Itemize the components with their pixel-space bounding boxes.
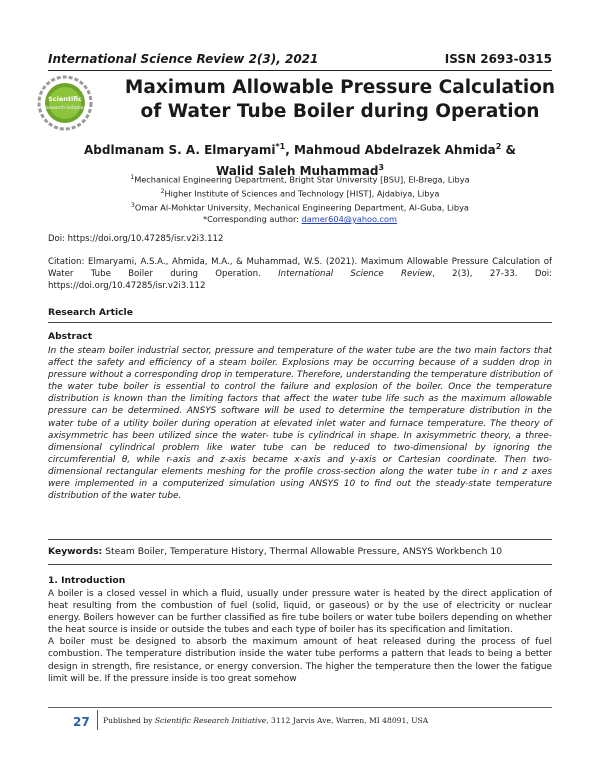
- corresponding-label: *Corresponding author:: [202, 214, 302, 225]
- corresponding-email-link[interactable]: damer604@yahoo.com: [301, 214, 398, 225]
- citation-text: Citation: Elmaryami, A.S.A., Ahmida, M.A., & Muhammad, W.S. (2021). Maximum Allowable Pressure Calculation of Water Tube Boiler during Operation.: [48, 257, 552, 279]
- author-2-sup: 2: [495, 142, 502, 151]
- affiliations: [60, 172, 540, 225]
- doi-line[interactable]: Doi: https://doi.org/10.47285/isr.v2i3.112: [48, 234, 224, 244]
- publisher-logo: [36, 74, 94, 132]
- divider-article-type: [48, 322, 552, 323]
- affiliation-1: [60, 172, 540, 186]
- paper-title: [120, 76, 560, 124]
- title-line-2: of Water Tube Boiler during Operation: [140, 101, 540, 122]
- author-separator: ,: [285, 143, 294, 157]
- affiliation-1-sup: 1: [130, 174, 135, 181]
- divider-keywords: [48, 564, 552, 565]
- abstract-text: In the steam boiler industrial sector, pressure and temperature of the water tube are the two main factors that affect the safety and efficiency of a steam boiler. Explosions may be occurring because of a sudden drop in pressure without a corresponding drop in temperature. Therefore, understanding the temperature distribution of the water tube boiler is essential to control the failure and explosion of the boiler. Once the temperature distribution is known than the limiting factors that affect the water tube life such as the maximum allowable pressure can be determined. ANSYS software will be used to determine the temperature distribution in the water tube of a utility boiler during operation at elevated inlet water and furnace temperature. The theory of axisymmetric has been utilized since the water- tube is cylindrical in shape. In axisymmetric theory, a three-dimensional cylindrical problem like water tube can be reduced to two-dimensional by ignoring the circumferential θ, while r-axis and z-axis became x-axis and y-axis or Cartesian coordinate. Then two-dimensional rectangular elements meshing for the profile cross-section along the water tube in r and z axes were implemented in a computerized simulation using ANSYS 10 to find out the steady-state temperature distribution of the water tube.: [48, 346, 552, 502]
- logo-text-line2: Research Initiative: [43, 106, 87, 111]
- affiliation-2-text: Higher Institute of Sciences and Technology [HIST], Ajdabiya, Libya: [164, 188, 440, 199]
- footer-rule: [48, 707, 552, 708]
- keywords: [48, 546, 502, 557]
- affiliation-3-text: Omar Al-Mohktar University, Mechanical Engineering Department, Al-Guba, Libya: [134, 202, 469, 213]
- journal-name: International Science Review 2(3), 2021: [48, 52, 319, 66]
- author-1-sup: *1: [275, 142, 286, 151]
- citation-tail: , 2(3), 27-33. Doi: https://doi.org/10.47285/isr.v2i3.112: [48, 269, 553, 291]
- corresponding-author: [60, 214, 540, 225]
- intro-paragraph-2: A boiler must be designed to absorb the maximum amount of heat released during the process of fuel combustion. The temperature distribution inside the water tube performs a pattern that leads to being a better design in strength, fire resistance, or energy conversion. The higher the temperature then the lower the fatigue limit will be. If the pressure inside is too great somehow: [48, 637, 552, 684]
- citation: [48, 256, 552, 292]
- author-ampersand: &: [501, 143, 517, 157]
- author-3-sup: 3: [378, 163, 384, 172]
- introduction-body: [48, 588, 552, 685]
- intro-paragraph-1: A boiler is a closed vessel in which a fluid, usually under pressure water is heated by the direct application of heat resulting from the combustion of fuel (solid, liquid, or gaseous) or by the use of electricity or nuclear energy. Boilers however can be further classified as fire tube boilers or water tube boilers depending on whether the heat source is inside or outside the tubes and each type of boiler has its specification and limitation.: [48, 589, 552, 636]
- divider-abstract: [48, 539, 552, 540]
- affiliation-3-sup: 3: [131, 202, 135, 210]
- publisher-name: Scientific Research Initiative: [154, 716, 267, 725]
- issn: ISSN 2693-0315: [444, 52, 552, 66]
- title-line-1: Maximum Allowable Pressure Calculation: [124, 77, 556, 98]
- citation-journal: International Science Review: [278, 269, 433, 279]
- page-number: 27: [73, 715, 90, 729]
- header-rule: [48, 70, 552, 71]
- affiliation-2-sup: 2: [160, 188, 165, 196]
- keywords-text: Steam Boiler, Temperature History, Thermal Allowable Pressure, ANSYS Workbench 10: [102, 546, 503, 557]
- introduction-heading: 1. Introduction: [48, 575, 126, 586]
- keywords-label: Keywords:: [48, 546, 103, 557]
- footer-separator: [97, 710, 98, 730]
- published-by-label: Published by: [103, 716, 155, 725]
- affiliation-2: [60, 186, 540, 200]
- author-2: Mahmoud Abdelrazek Ahmida: [293, 143, 496, 157]
- publisher-address: , 3112 Jarvis Ave, Warren, MI 48091, USA: [266, 716, 429, 725]
- affiliation-1-text: Mechanical Engineering Department, Bright Star University [BSU], El-Brega, Libya: [134, 174, 470, 185]
- article-type: Research Article: [48, 307, 133, 318]
- author-3: Walid Saleh Muhammad: [215, 164, 379, 178]
- affiliation-3: [60, 200, 540, 214]
- abstract-heading: Abstract: [48, 331, 93, 342]
- journal-header: [48, 52, 552, 66]
- publisher-line: [103, 716, 428, 725]
- logo-text-line1: Scientific: [48, 95, 82, 103]
- author-1: Abdlmanam S. A. Elmaryami: [83, 143, 276, 157]
